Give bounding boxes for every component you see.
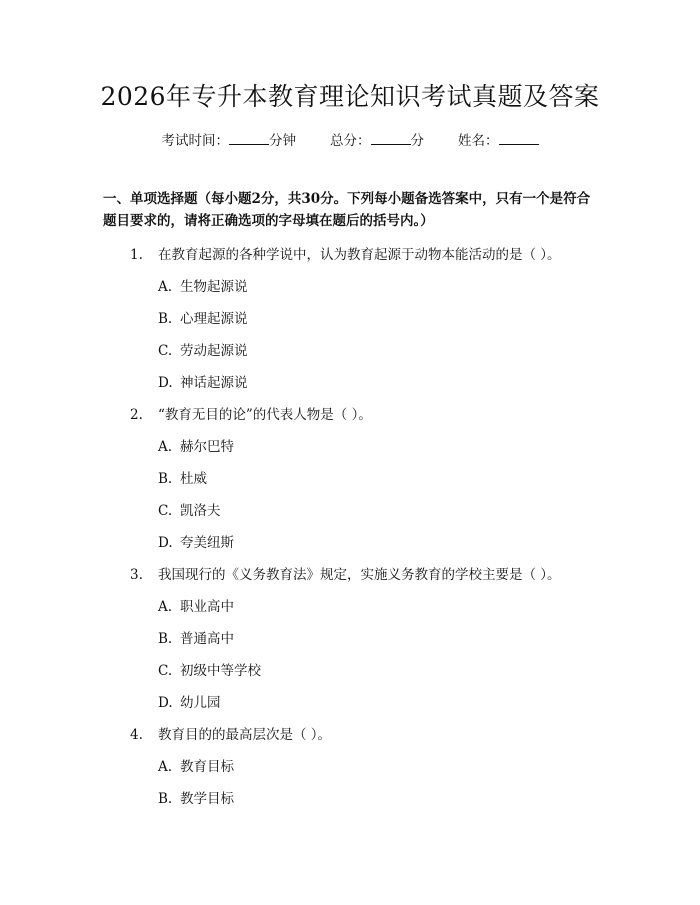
option-letter: A. — [158, 439, 173, 455]
exam-title: 2026年专升本教育理论知识考试真题及答案 — [100, 82, 600, 111]
option[interactable] — [158, 277, 248, 297]
option-letter: B. — [158, 791, 173, 807]
option[interactable] — [158, 437, 234, 457]
time-blank[interactable] — [229, 130, 269, 145]
option-text: 教学目标 — [180, 791, 234, 807]
option[interactable] — [158, 693, 221, 713]
question-text: 在教育起源的各种学说中，认为教育起源于动物本能活动的是（ ）。 — [158, 247, 561, 263]
option-letter: A. — [158, 759, 173, 775]
option[interactable] — [158, 533, 234, 553]
option-letter: C. — [158, 503, 173, 519]
time-label: 考试时间： — [161, 133, 229, 149]
option[interactable] — [158, 597, 234, 617]
option[interactable] — [158, 373, 248, 393]
question-number: 4. — [130, 727, 143, 743]
option-text: 初级中等学校 — [180, 663, 261, 679]
option[interactable] — [158, 789, 234, 809]
exam-meta — [0, 130, 700, 151]
option-letter: B. — [158, 631, 173, 647]
option-letter: C. — [158, 343, 173, 359]
option[interactable] — [158, 309, 248, 329]
question-number: 1. — [130, 247, 143, 263]
option[interactable] — [158, 661, 261, 681]
option-letter: A. — [158, 279, 173, 295]
name-label: 姓名： — [458, 133, 499, 149]
score-blank[interactable] — [371, 130, 411, 145]
option-letter: D. — [158, 375, 173, 391]
option-text: 教育目标 — [180, 759, 234, 775]
question-text: 我国现行的《义务教育法》规定，实施义务教育的学校主要是（ ）。 — [158, 567, 561, 583]
question-number: 2. — [130, 407, 143, 423]
score-unit: 分 — [410, 133, 424, 149]
option-letter: C. — [158, 663, 173, 679]
option-text: 普通高中 — [180, 631, 234, 647]
option-letter: D. — [158, 695, 173, 711]
option-text: 神话起源说 — [180, 375, 248, 391]
option-text: 生物起源说 — [180, 279, 248, 295]
option-text: 杜威 — [180, 471, 207, 487]
question-number: 3. — [130, 567, 143, 583]
option[interactable] — [158, 501, 221, 521]
question-text: 教育目的的最高层次是（ ）。 — [158, 727, 332, 743]
option-letter: B. — [158, 311, 173, 327]
option-letter: A. — [158, 599, 173, 615]
score-label: 总分： — [330, 133, 371, 149]
time-unit: 分钟 — [269, 133, 296, 149]
option-letter: D. — [158, 535, 173, 551]
name-blank[interactable] — [499, 130, 539, 145]
option-text: 劳动起源说 — [180, 343, 248, 359]
option-text: 幼儿园 — [180, 695, 221, 711]
option[interactable] — [158, 469, 207, 489]
option-text: 凯洛夫 — [180, 503, 221, 519]
option-text: 心理起源说 — [180, 311, 248, 327]
option-text: 夸美纽斯 — [180, 535, 234, 551]
option[interactable] — [158, 757, 234, 777]
option[interactable] — [158, 629, 234, 649]
option-letter: B. — [158, 471, 173, 487]
question-text: “教育无目的论”的代表人物是（ ）。 — [158, 407, 372, 423]
option-text: 职业高中 — [180, 599, 234, 615]
section-heading: 一、单项选择题（每小题2分，共30分。下列每小题备选答案中，只有一个是符合题目要求的，请将正确选项的字母填在题后的括号内。） — [103, 191, 591, 229]
option[interactable] — [158, 341, 248, 361]
option-text: 赫尔巴特 — [180, 439, 234, 455]
